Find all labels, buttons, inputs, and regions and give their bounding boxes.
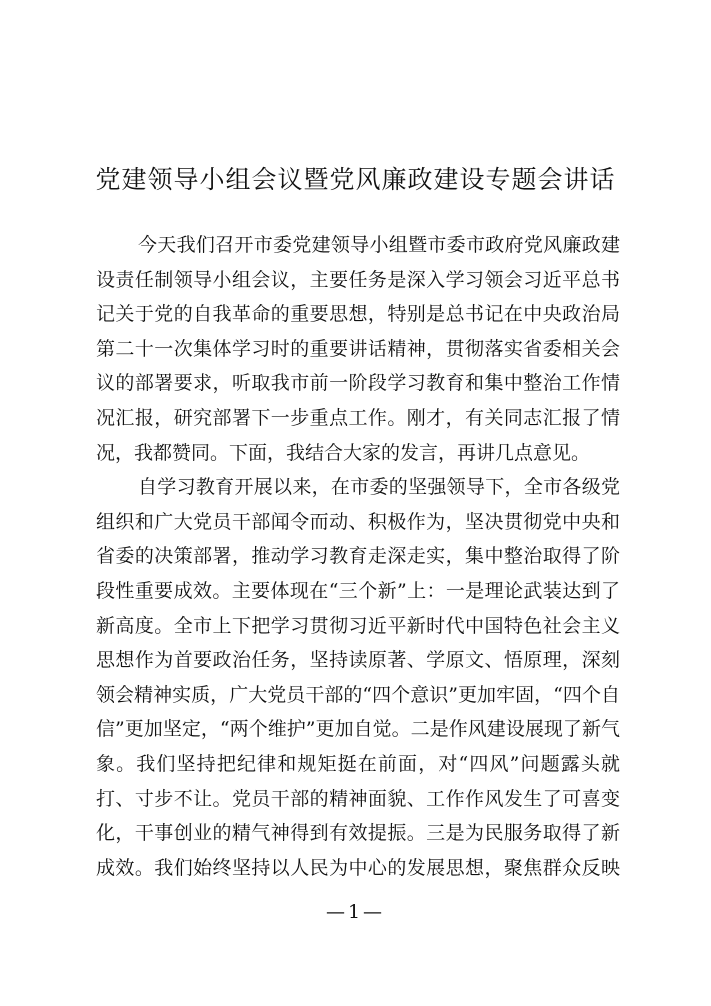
text-line: 思想作为首要政治任务，坚持读原著、学原文、悟原理，深刻 [96,649,620,672]
text-line: 自学习教育开展以来，在市委的坚强领导下，全市各级党 [138,476,620,499]
text-line: 信”更加坚定，“两个维护”更加自觉。二是作风建设展现了新气 [96,718,620,741]
text-line: 化，干事创业的精气神得到有效提振。三是为民服务取得了新 [96,822,620,845]
text-line: 新高度。全市上下把学习贯彻习近平新时代中国特色社会主义 [96,614,620,637]
text-line: 议的部署要求，听取我市前一阶段学习教育和集中整治工作情 [96,372,620,395]
text-line: 记关于党的自我革命的重要思想，特别是总书记在中央政治局 [96,303,620,326]
text-line: 况，我都赞同。下面，我结合大家的发言，再讲几点意见。 [96,441,591,464]
text-line: 今天我们召开市委党建领导小组暨市委市政府党风廉政建 [138,234,620,256]
text-line: 设责任制领导小组会议，主要任务是深入学习领会习近平总书 [96,268,620,291]
text-line: 领会精神实质，广大党员干部的“四个意识”更加牢固，“四个自 [96,683,620,706]
text-line: 第二十一次集体学习时的重要讲话精神，贯彻落实省委相关会 [96,337,620,360]
text-line: 组织和广大党员干部闻令而动、积极作为，坚决贯彻党中央和 [96,510,620,533]
text-line: 省委的决策部署，推动学习教育走深走实，集中整治取得了阶 [96,545,620,568]
paragraph-2 [96,470,620,885]
document-title: 党建领导小组会议暨党风廉政建设专题会讲话 [95,165,616,194]
text-line: 打、寸步不让。党员干部的精神面貌、工作作风发生了可喜变 [96,787,620,810]
paragraph-1 [96,228,620,470]
text-line: 段性重要成效。主要体现在“三个新”上：一是理论武装达到了 [96,579,620,602]
text-line: 况汇报，研究部署下一步重点工作。刚才，有关同志汇报了情 [96,406,620,429]
text-line: 象。我们坚持把纪律和规矩挺在前面，对“四风”问题露头就 [96,752,620,775]
text-line: 成效。我们始终坚持以人民为中心的发展思想，聚焦群众反映 [96,856,620,879]
document-body [96,228,620,885]
page-number: —1— [325,901,386,923]
